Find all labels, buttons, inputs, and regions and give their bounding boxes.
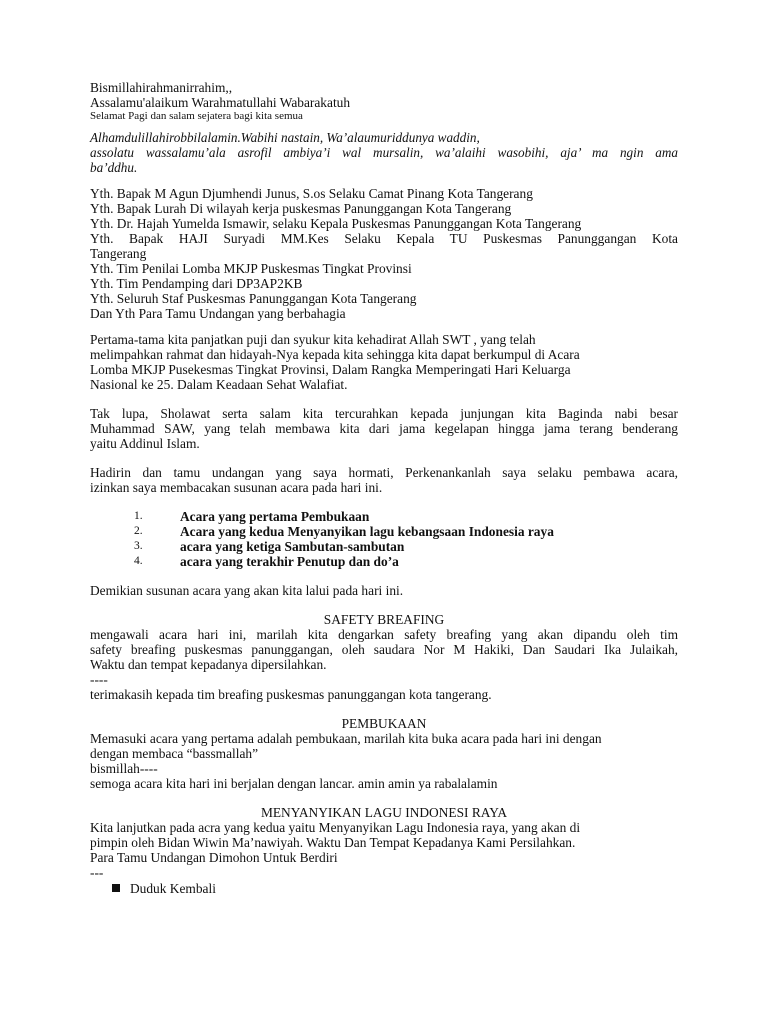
paragraph-line: Hadirin dan tamu undangan yang saya hormati, Perkenankanlah saya selaku pembawa acara, xyxy=(90,465,678,480)
paragraph-line: melimpahkan rahmat dan hidayah-Nya kepada kita sehingga kita dapat berkumpul di Acara xyxy=(90,347,580,362)
addressee-line: Yth. Tim Penilai Lomba MKJP Puskesmas Tingkat Provinsi xyxy=(90,261,412,276)
agenda-item xyxy=(90,554,678,569)
addressee-line: Yth. Tim Pendamping dari DP3AP2KB xyxy=(90,276,303,291)
agenda-closing: Demikian susunan acara yang akan kita lalui pada hari ini. xyxy=(90,583,404,598)
document-body xyxy=(90,80,678,896)
paragraph-line: Pertama-tama kita panjatkan puji dan syukur kita kehadirat Allah SWT , yang telah xyxy=(90,332,536,347)
paragraph-line: Lomba MKJP Pusekesmas Tingkat Provinsi, Dalam Rangka Memperingati Hari Keluarga xyxy=(90,362,571,377)
addressee-line: Yth. Bapak HAJI Suryadi MM.Kes Selaku Kepala TU Puskesmas Panunggangan Kota xyxy=(90,231,678,246)
paragraph-line: bismillah---- xyxy=(90,761,158,776)
paragraph-line: Kita lanjutkan pada acra yang kedua yaitu Menyanyikan Lagu Indonesia raya, yang akan di xyxy=(90,820,581,835)
section-heading: PEMBUKAAN xyxy=(341,716,427,731)
agenda-list xyxy=(90,509,678,569)
addressee-line: Dan Yth Para Tamu Undangan yang berbahagia xyxy=(90,306,346,321)
addressee-line: Yth. Bapak M Agun Djumhendi Junus, S.os Selaku Camat Pinang Kota Tangerang xyxy=(90,186,533,201)
addressee-line: Yth. Seluruh Staf Puskesmas Panunggangan Kota Tangerang xyxy=(90,291,417,306)
arabic-line: assolatu wassalamu’ala asrofil ambiya’i wal mursalin, wa’alaihi wasobihi, aja’ ma ngin ama xyxy=(90,145,678,160)
paragraph-line: Memasuki acara yang pertama adalah pembukaan, marilah kita buka acara pada hari ini dengan xyxy=(90,731,602,746)
paragraph-line: dengan membaca “bassmallah” xyxy=(90,746,259,761)
paragraph-line: mengawali acara hari ini, marilah kita dengarkan safety breafing yang akan dipandu oleh tim xyxy=(90,627,678,642)
arabic-line: Alhamdulillahirobbilalamin.Wabihi nastain, Wa’alaumuriddunya waddin, xyxy=(90,130,480,145)
agenda-number: 1. xyxy=(134,510,143,522)
addressee-line: Yth. Dr. Hajah Yumelda Ismawir, selaku Kepala Puskesmas Panunggangan Kota Tangerang xyxy=(90,216,582,231)
agenda-item xyxy=(90,509,678,524)
agenda-text: Acara yang pertama Pembukaan xyxy=(180,509,370,524)
paragraph-line: Waktu dan tempat kepadanya dipersilahkan. xyxy=(90,657,327,672)
agenda-text: Acara yang kedua Menyanyikan lagu kebangsaan Indonesia raya xyxy=(180,524,554,539)
agenda-number: 4. xyxy=(134,555,143,567)
paragraph-line: terimakasih kepada tim breafing puskesmas panunggangan kota tangerang. xyxy=(90,687,492,702)
paragraph-sholawat xyxy=(90,406,678,451)
paragraph-line: Para Tamu Undangan Dimohon Untuk Berdiri xyxy=(90,850,338,865)
paragraph-line: pimpin oleh Bidan Wiwin Ma’nawiyah. Waktu Dan Tempat Kepadanya Kami Persilahkan. xyxy=(90,835,576,850)
paragraph-hadirin xyxy=(90,465,678,495)
bullet-item xyxy=(90,880,678,896)
paragraph-line: --- xyxy=(90,865,104,880)
salam-line: Assalamu'alaikum Warahmatullahi Wabarakatuh xyxy=(90,95,351,110)
square-bullet-icon xyxy=(112,884,120,892)
addressee-line: Tangerang xyxy=(90,246,147,261)
section-pembukaan xyxy=(90,716,678,791)
section-lagu xyxy=(90,805,678,896)
bismillah-line: Bismillahirahmanirrahim,, xyxy=(90,80,233,95)
paragraph-line: Muhammad SAW, yang telah membawa kita dari jama kegelapan hingga jama terang benderang xyxy=(90,421,678,436)
paragraph-line: izinkan saya membacakan susunan acara pada hari ini. xyxy=(90,480,383,495)
agenda-text: acara yang ketiga Sambutan-sambutan xyxy=(180,539,405,554)
arabic-line: ba’ddhu. xyxy=(90,160,138,175)
addressee-line: Yth. Bapak Lurah Di wilayah kerja puskesmas Panunggangan Kota Tangerang xyxy=(90,201,512,216)
agenda-number: 2. xyxy=(134,525,143,537)
section-heading: MENYANYIKAN LAGU INDONESI RAYA xyxy=(260,805,508,820)
agenda-item xyxy=(90,524,678,539)
section-safety xyxy=(90,612,678,702)
paragraph-line: yaitu Addinul Islam. xyxy=(90,436,200,451)
addressee-list xyxy=(90,186,678,321)
greeting-line: Selamat Pagi dan salam sejatera bagi kita semua xyxy=(90,110,303,122)
paragraph-line: Tak lupa, Sholawat serta salam kita tercurahkan kepada junjungan kita Baginda nabi besar xyxy=(90,406,678,421)
agenda-text: acara yang terakhir Penutup dan do’a xyxy=(180,554,399,569)
arabic-praise xyxy=(90,130,678,175)
paragraph-line: safety breafing puskesmas panunggangan, oleh saudara Nor M Hakiki, Dan Saudari Ika Julaikah, xyxy=(90,642,678,657)
paragraph-line: semoga acara kita hari ini berjalan dengan lancar. amin amin ya rabalalamin xyxy=(90,776,498,791)
paragraph-line: ---- xyxy=(90,672,108,687)
section-heading: SAFETY BREAFING xyxy=(323,612,445,627)
bullet-text: Duduk Kembali xyxy=(130,880,216,896)
agenda-number: 3. xyxy=(134,540,143,552)
paragraph-line: Nasional ke 25. Dalam Keadaan Sehat Walafiat. xyxy=(90,377,348,392)
agenda-item xyxy=(90,539,678,554)
paragraph-syukur xyxy=(90,332,678,392)
